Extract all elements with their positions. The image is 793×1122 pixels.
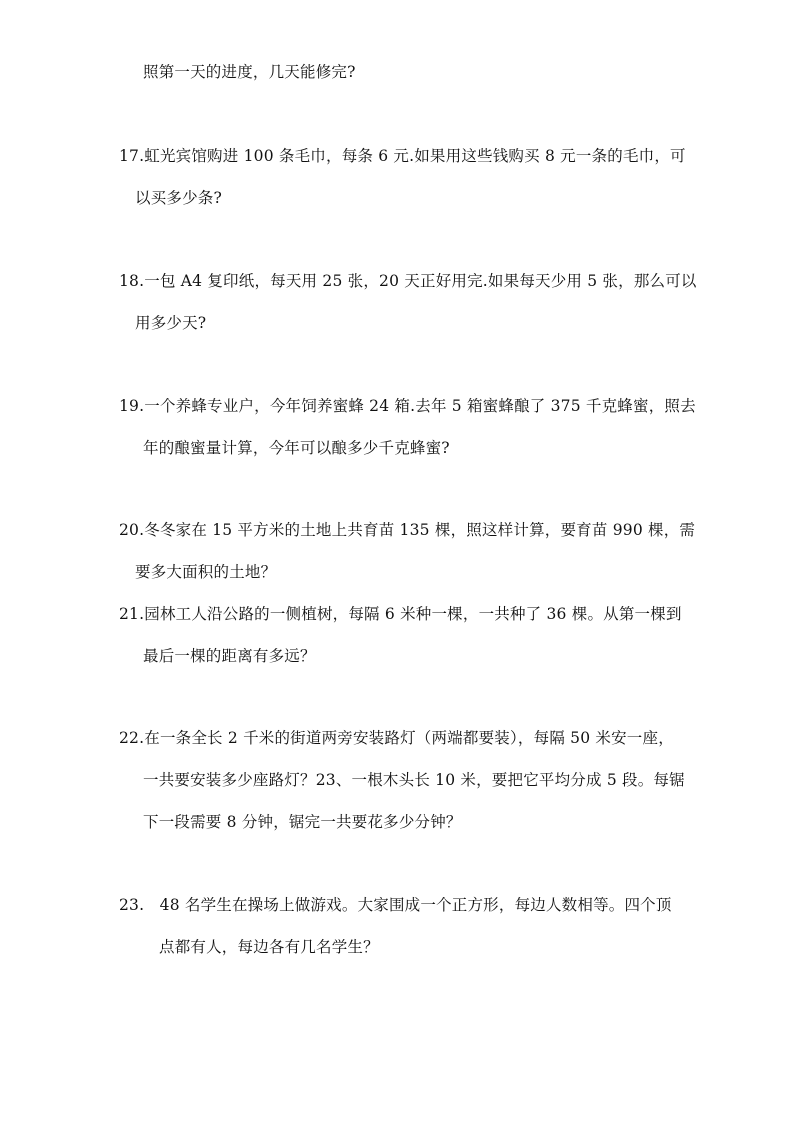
question-19-line-2: 年的酿蜜量计算，今年可以酿多少千克蜂蜜? (143, 439, 450, 457)
question-19-line-1: 19.一个养蜂专业户，今年饲养蜜蜂 24 箱.去年 5 箱蜜蜂酿了 375 千克蜂蜜，照去 (119, 397, 696, 415)
question-17-line-2: 以买多少条? (135, 189, 223, 207)
question-20-line-1: 20.冬冬家在 15 平方米的土地上共育苗 135 棵，照这样计算，要育苗 990 棵，需 (119, 521, 696, 539)
question-22-line-2: 一共要安装多少座路灯？23、一根木头长 10 米，要把它平均分成 5 段。每锯 (143, 771, 685, 789)
question-22-line-3: 下一段需要 8 分钟，锯完一共要花多少分钟？ (143, 813, 462, 831)
question-16-continuation: 照第一天的进度，几天能修完? (143, 63, 356, 81)
question-22-line-1: 22.在一条全长 2 千米的街道两旁安装路灯（两端都要装），每隔 50 米安一座， (119, 729, 674, 747)
question-20-line-2: 要多大面积的土地？ (135, 563, 277, 581)
question-21-line-1: 21.园林工人沿公路的一侧植树，每隔 6 米种一棵，一共种了 36 棵。从第一棵到 (119, 605, 682, 623)
question-23-line-2: 点都有人，每边各有几名学生？ (159, 938, 379, 956)
question-18-line-1: 18.一包 A4 复印纸，每天用 25 张，20 天正好用完.如果每天少用 5 张，那么可以 (119, 272, 697, 290)
question-17-line-1: 17.虹光宾馆购进 100 条毛巾，每条 6 元.如果用这些钱购买 8 元一条的毛巾，可 (119, 147, 686, 165)
question-23-line-1: 23. 48 名学生在操场上做游戏。大家围成一个正方形，每边人数相等。四个顶 (119, 896, 672, 914)
question-18-line-2: 用多少天? (135, 314, 207, 332)
question-21-line-2: 最后一棵的距离有多远？ (143, 647, 316, 665)
